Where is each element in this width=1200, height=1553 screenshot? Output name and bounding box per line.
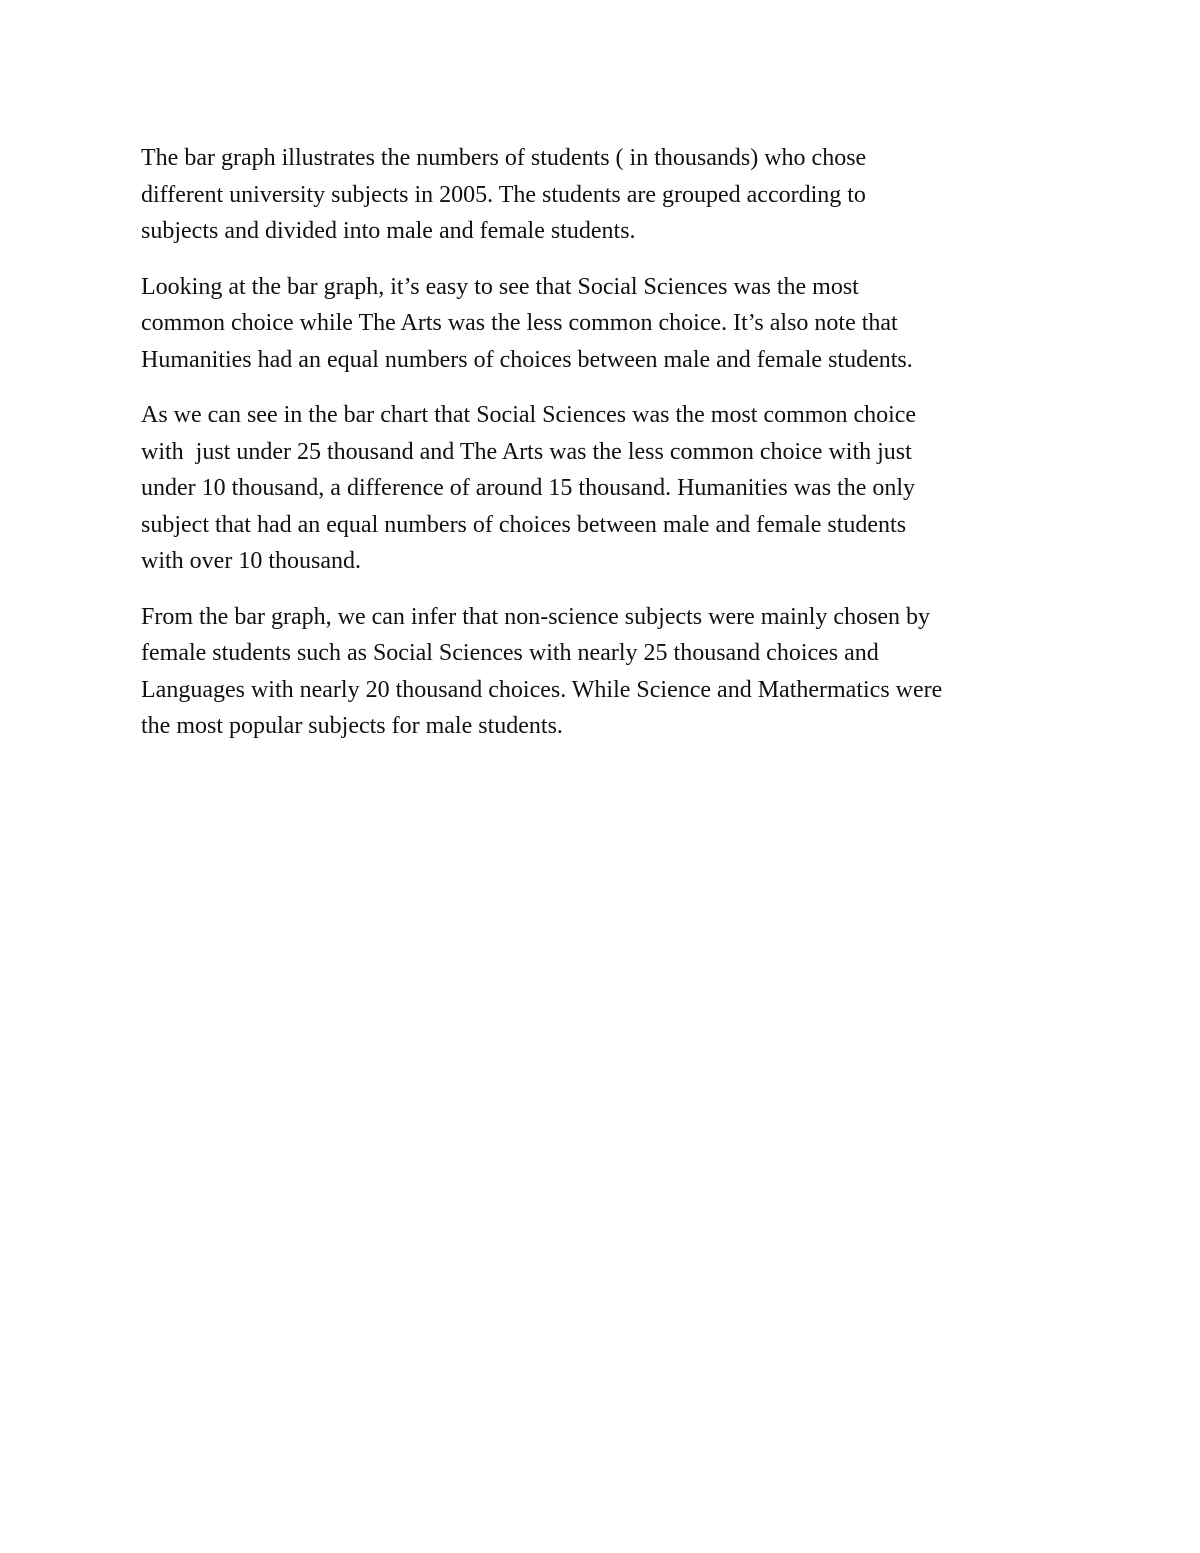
paragraph-overview bbox=[141, 269, 1071, 379]
text-line: Languages with nearly 20 thousand choices. While Science and Mathermatics were bbox=[141, 676, 943, 703]
text-line: female students such as Social Sciences with nearly 25 thousand choices and bbox=[141, 640, 879, 666]
paragraph-details bbox=[141, 397, 1071, 580]
text-line: subjects and divided into male and female students. bbox=[141, 218, 636, 244]
text-line: Looking at the bar graph, it’s easy to see that Social Sciences was the most bbox=[141, 273, 859, 300]
paragraph-conclusion bbox=[141, 599, 1071, 745]
text-line: under 10 thousand, a difference of around 15 thousand. Humanities was the only bbox=[141, 475, 916, 501]
text-line: From the bar graph, we can infer that non-science subjects were mainly chosen by bbox=[141, 603, 931, 630]
text-line: subject that had an equal numbers of choices between male and female students bbox=[141, 511, 907, 538]
text-line: Humanities had an equal numbers of choices between male and female students. bbox=[141, 346, 913, 373]
text-line: with over 10 thousand. bbox=[141, 548, 361, 574]
text-line: The bar graph illustrates the numbers of students ( in thousands) who chose bbox=[141, 145, 867, 171]
paragraph-intro bbox=[141, 140, 1071, 250]
text-line: with just under 25 thousand and The Arts was the less common choice with just bbox=[141, 438, 912, 465]
text-line: As we can see in the bar chart that Social Sciences was the most common choice bbox=[141, 402, 917, 428]
text-line: different university subjects in 2005. The students are grouped according to bbox=[141, 181, 866, 208]
text-line: the most popular subjects for male students. bbox=[141, 713, 563, 739]
document-body bbox=[141, 140, 1071, 764]
text-line: common choice while The Arts was the less common choice. It’s also note that bbox=[141, 310, 898, 336]
